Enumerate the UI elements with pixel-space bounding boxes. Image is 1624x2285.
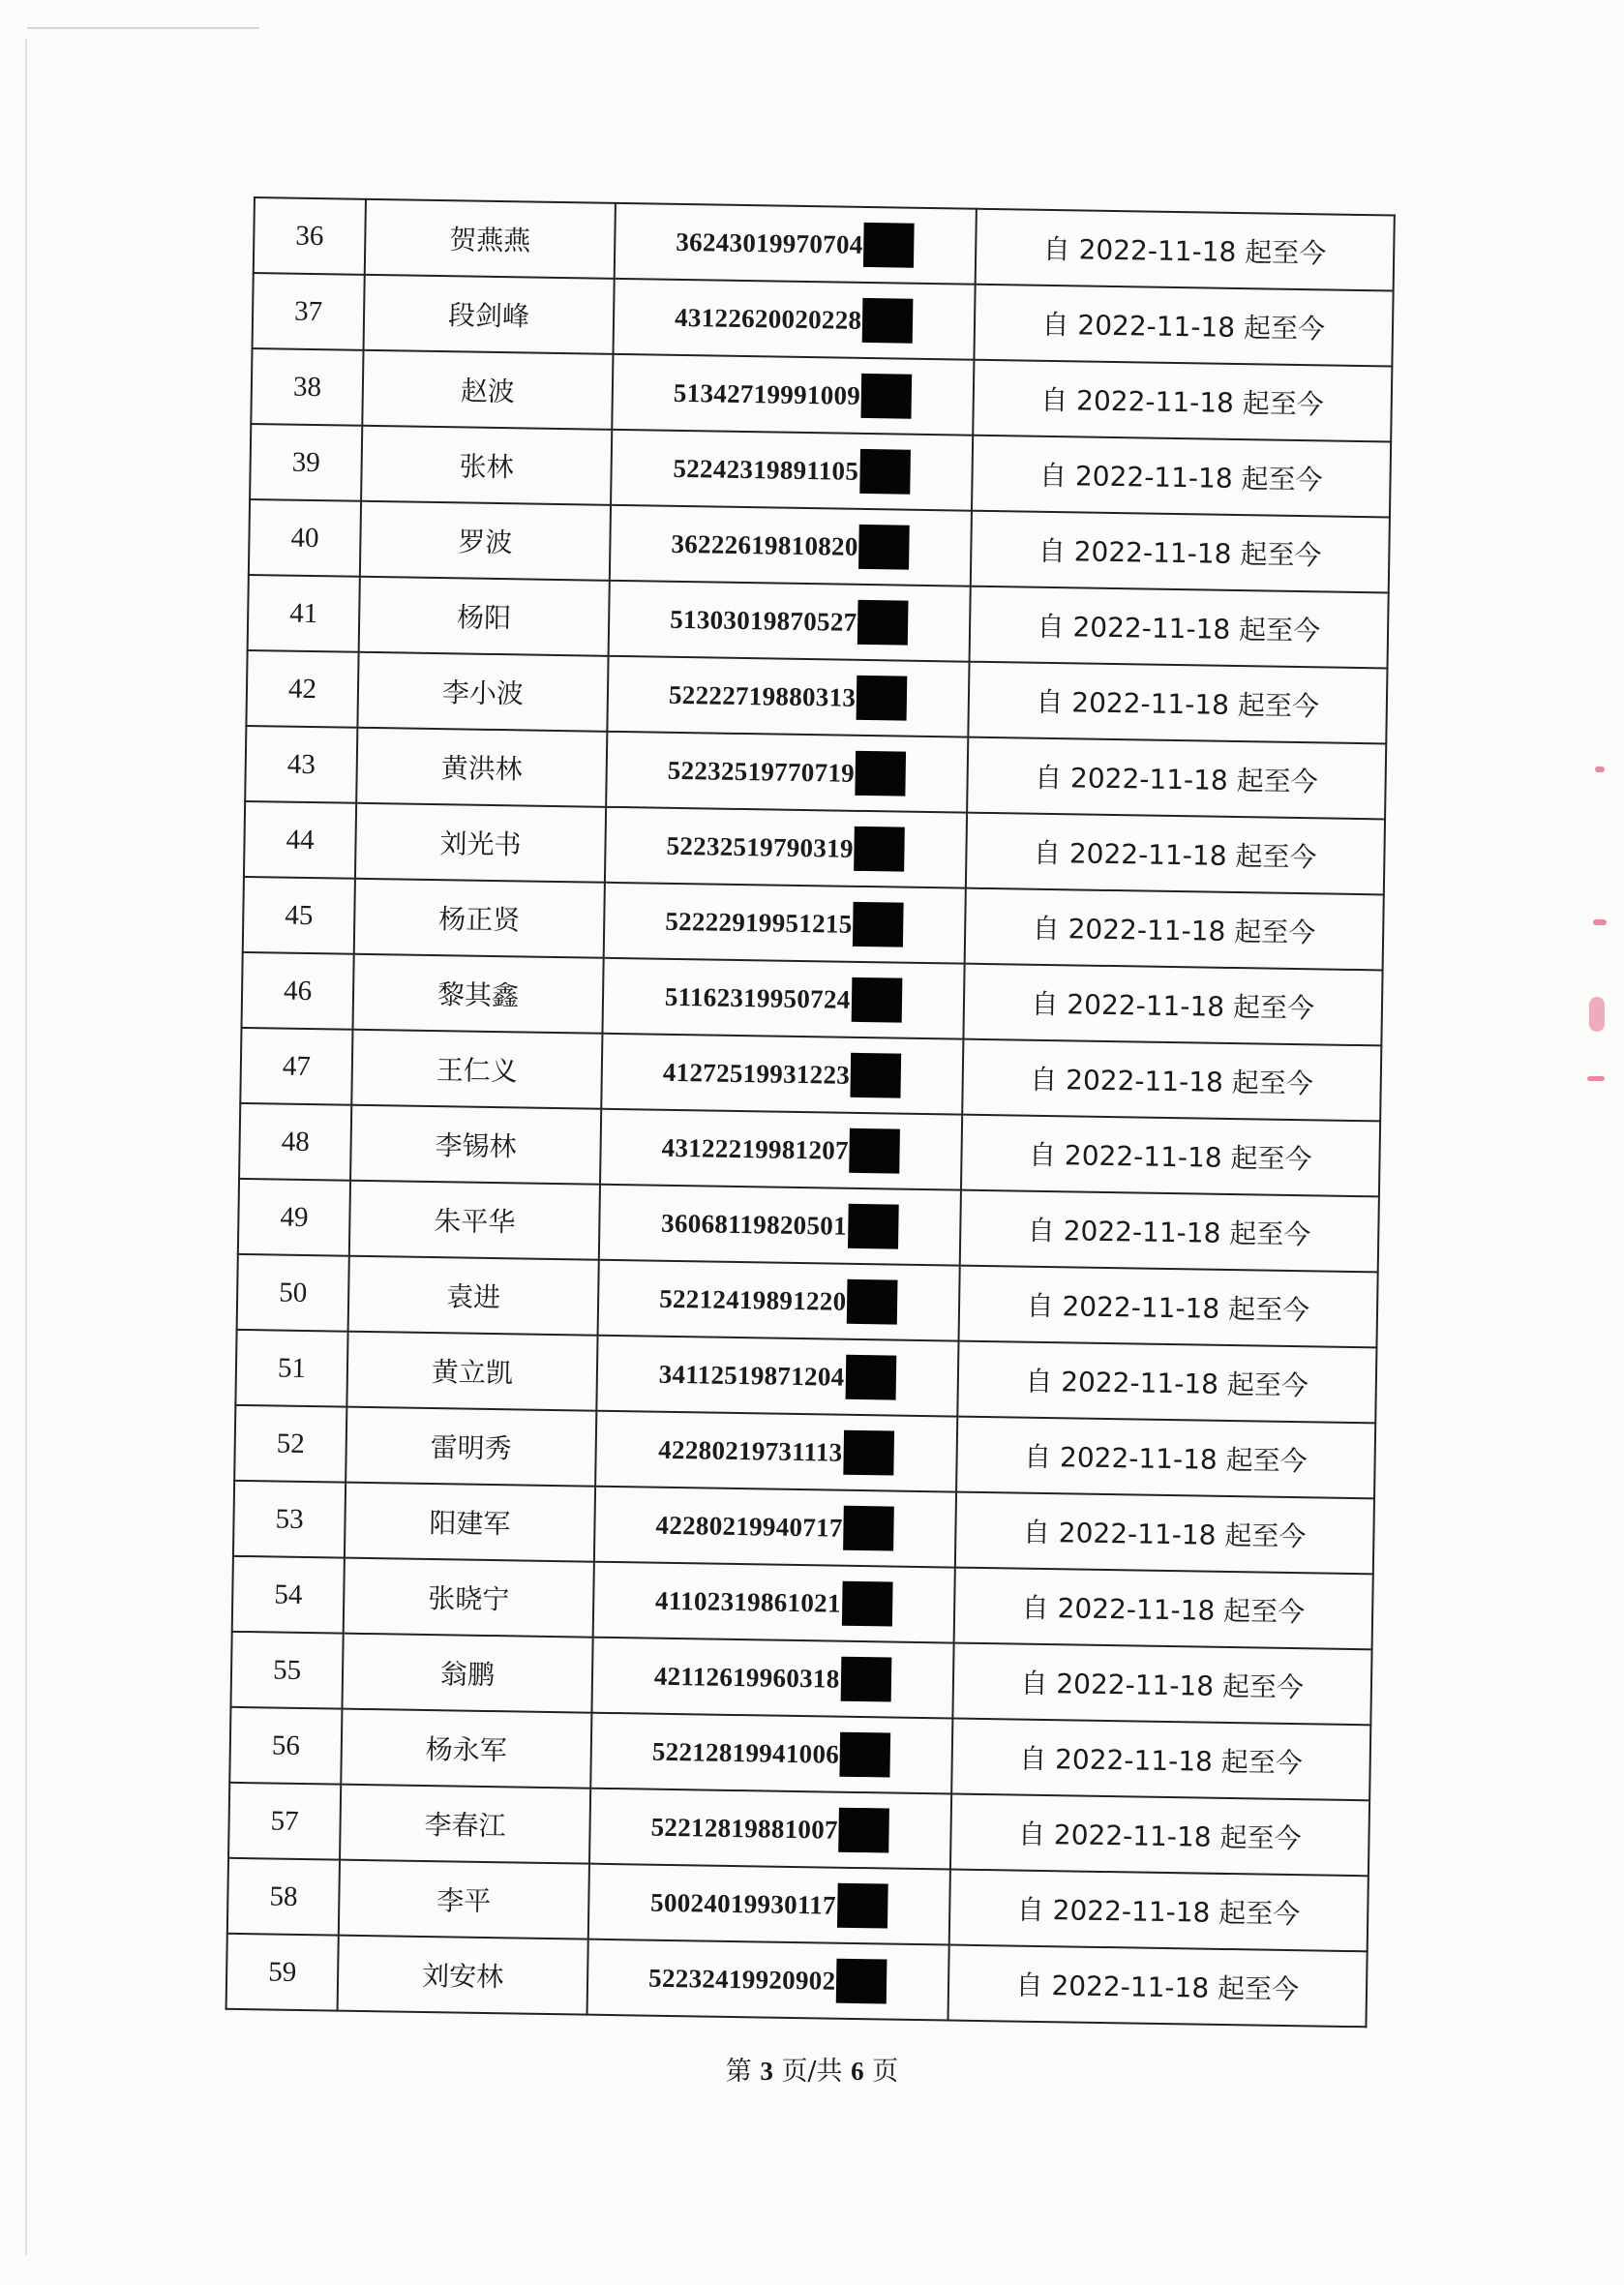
row-number-cell	[249, 499, 361, 577]
period-cell	[974, 285, 1394, 367]
id-number-cell	[615, 203, 977, 285]
redaction-block	[857, 600, 909, 646]
id-number-cell	[606, 732, 968, 813]
id-number-cell	[596, 1336, 958, 1417]
person-name: 杨阳	[456, 601, 512, 635]
id-number-cell	[595, 1411, 957, 1492]
row-number: 44	[286, 824, 315, 856]
period-text: 自 2022-11-18 起至今	[1033, 836, 1317, 874]
name-cell	[364, 275, 615, 354]
row-number-cell	[232, 1556, 345, 1634]
id-number-wrap	[666, 824, 905, 872]
row-number-cell	[235, 1330, 347, 1407]
id-number: 41272519931223	[662, 1057, 851, 1090]
person-name: 黄立凯	[431, 1356, 514, 1390]
total-pages-number: 6	[851, 2057, 864, 2086]
redaction-block	[843, 1506, 894, 1551]
stamp-fragment	[1595, 767, 1605, 772]
id-number-wrap	[674, 371, 913, 419]
redaction-block	[857, 676, 908, 721]
period-text: 自 2022-11-18 起至今	[1015, 1969, 1300, 2006]
period-cell	[958, 1266, 1378, 1348]
period-cell	[951, 1719, 1371, 1801]
row-number-cell	[243, 877, 355, 954]
id-number-cell	[603, 883, 965, 964]
name-cell	[358, 652, 609, 732]
redaction-block	[863, 223, 915, 268]
person-name: 黄洪林	[440, 752, 523, 786]
row-number-cell	[234, 1405, 346, 1483]
footer-prefix: 第	[725, 2057, 752, 2087]
id-number-cell	[592, 1562, 954, 1643]
id-number-wrap	[676, 220, 915, 268]
row-number: 56	[271, 1729, 301, 1761]
id-number: 42112619960318	[653, 1661, 840, 1694]
period-cell	[947, 1945, 1368, 2028]
id-number: 51303019870527	[670, 604, 857, 637]
period-cell	[968, 662, 1388, 744]
id-number-wrap	[670, 597, 909, 646]
name-cell	[339, 1860, 589, 1939]
id-number-cell	[594, 1487, 956, 1568]
person-name: 李锡林	[435, 1129, 517, 1163]
row-number-cell	[250, 424, 362, 501]
person-name: 刘安林	[421, 1959, 504, 1994]
period-text: 自 2022-11-18 起至今	[1038, 534, 1322, 572]
period-cell	[959, 1190, 1379, 1273]
person-name: 黎其鑫	[436, 978, 520, 1012]
id-number: 52222719880313	[668, 679, 857, 712]
footer-suffix: 页	[872, 2057, 899, 2087]
row-number: 36	[295, 220, 324, 252]
name-cell	[351, 1030, 602, 1109]
row-number: 41	[289, 597, 318, 629]
period-cell	[962, 1039, 1382, 1122]
redaction-block	[840, 1732, 891, 1778]
redaction-block	[837, 1883, 888, 1929]
id-number-wrap	[671, 522, 910, 570]
row-number: 49	[280, 1201, 309, 1233]
period-text: 自 2022-11-18 起至今	[1030, 1063, 1314, 1100]
id-number-cell	[610, 505, 972, 586]
id-number-wrap	[658, 1352, 895, 1400]
row-number: 57	[270, 1804, 299, 1837]
period-cell	[949, 1794, 1369, 1877]
person-name: 阳建军	[429, 1507, 511, 1541]
person-name: 张林	[459, 450, 514, 484]
id-number-wrap	[665, 975, 902, 1023]
name-cell	[347, 1332, 598, 1411]
period-text: 自 2022-11-18 起至今	[1027, 1214, 1311, 1251]
row-number: 37	[293, 295, 323, 327]
period-text: 自 2022-11-18 起至今	[1042, 232, 1327, 270]
name-cell	[338, 1936, 588, 2015]
period-text: 自 2022-11-18 起至今	[1016, 1893, 1301, 1931]
name-cell	[356, 728, 607, 807]
row-number-cell	[246, 650, 358, 728]
id-number-cell	[613, 279, 975, 360]
row-number: 53	[275, 1503, 304, 1535]
id-number-cell	[600, 1109, 962, 1190]
row-number: 38	[292, 371, 322, 403]
stamp-fragment	[1593, 919, 1607, 925]
row-number: 47	[282, 1050, 312, 1082]
id-number: 36243019970704	[676, 226, 863, 259]
stamp-fragment	[1589, 997, 1605, 1032]
row-number: 48	[281, 1126, 310, 1158]
id-number-wrap	[655, 1503, 894, 1551]
name-cell	[343, 1634, 593, 1713]
name-cell	[353, 954, 604, 1034]
id-number-wrap	[667, 748, 906, 797]
period-text: 自 2022-11-18 起至今	[1020, 1667, 1305, 1704]
id-number-cell	[590, 1713, 952, 1794]
row-number-cell	[240, 1028, 352, 1105]
id-number-cell	[612, 354, 974, 436]
period-text: 自 2022-11-18 起至今	[1036, 685, 1320, 723]
id-number-cell	[602, 958, 964, 1039]
name-cell	[361, 426, 612, 505]
row-number-cell	[245, 726, 357, 803]
roster-table-body	[226, 197, 1395, 2027]
name-cell	[350, 1105, 601, 1185]
person-name: 翁鹏	[439, 1658, 496, 1692]
redaction-block	[849, 1128, 900, 1174]
period-text: 自 2022-11-18 起至今	[1034, 761, 1318, 798]
id-number: 42280219940717	[655, 1510, 843, 1543]
id-number-wrap	[665, 899, 904, 947]
period-text: 自 2022-11-18 起至今	[1040, 383, 1325, 421]
id-number: 50024019930117	[649, 1887, 837, 1920]
person-name: 贺燕燕	[449, 224, 531, 257]
row-number: 55	[272, 1654, 302, 1686]
id-number: 52212819941006	[651, 1736, 840, 1769]
period-text: 自 2022-11-18 起至今	[1032, 912, 1316, 949]
id-number-cell	[589, 1789, 951, 1870]
person-name: 段剑峰	[447, 299, 530, 333]
redaction-block	[862, 298, 914, 344]
id-number-wrap	[650, 1805, 889, 1853]
id-number-wrap	[661, 1126, 900, 1174]
period-cell	[956, 1417, 1376, 1499]
period-text: 自 2022-11-18 起至今	[1041, 308, 1326, 346]
row-number-cell	[227, 1858, 340, 1936]
period-text: 自 2022-11-18 起至今	[1038, 459, 1323, 496]
redaction-block	[836, 1959, 887, 2004]
person-name: 李平	[436, 1884, 492, 1918]
period-cell	[973, 360, 1393, 442]
id-number-cell	[597, 1260, 959, 1341]
row-number: 54	[274, 1578, 303, 1610]
id-number-wrap	[669, 673, 908, 721]
name-cell	[355, 803, 606, 883]
redaction-block	[858, 525, 910, 570]
scan-edge-line	[25, 39, 27, 2255]
id-number-cell	[605, 807, 967, 888]
name-cell	[344, 1558, 594, 1638]
id-number-wrap	[673, 446, 910, 495]
row-number: 42	[287, 673, 317, 705]
person-name: 罗波	[458, 526, 513, 559]
id-number: 43122219981207	[661, 1132, 850, 1165]
period-text: 自 2022-11-18 起至今	[1037, 610, 1321, 647]
period-cell	[969, 586, 1389, 669]
redaction-block	[847, 1279, 898, 1325]
period-cell	[972, 436, 1392, 518]
row-number-cell	[248, 575, 360, 652]
id-number: 52212819881007	[650, 1812, 839, 1845]
id-number-cell	[586, 1939, 948, 2021]
id-number-wrap	[659, 1277, 898, 1325]
id-number-cell	[599, 1185, 961, 1266]
id-number-cell	[591, 1638, 953, 1719]
person-name: 张晓宁	[427, 1582, 510, 1616]
id-number: 36222619810820	[671, 528, 858, 561]
row-number-cell	[233, 1481, 346, 1558]
name-cell	[360, 501, 611, 581]
redaction-block	[853, 902, 904, 947]
name-cell	[365, 199, 616, 279]
id-number: 36068119820501	[660, 1208, 848, 1241]
person-name: 杨永军	[425, 1732, 508, 1767]
row-number-cell	[238, 1179, 350, 1256]
id-number-wrap	[650, 1880, 887, 1929]
page-footer	[0, 2050, 1624, 2088]
period-cell	[953, 1568, 1373, 1650]
id-number-wrap	[658, 1428, 894, 1476]
id-number: 34112519871204	[658, 1359, 845, 1392]
row-number-cell	[239, 1103, 351, 1181]
id-number-wrap	[663, 1050, 902, 1098]
person-name: 赵波	[460, 375, 516, 408]
row-number-cell	[254, 197, 366, 275]
row-number: 40	[290, 522, 319, 554]
period-cell	[970, 511, 1390, 593]
person-name: 杨正贤	[438, 903, 521, 937]
row-number-cell	[251, 348, 363, 426]
row-number-cell	[230, 1632, 343, 1709]
person-name: 朱平华	[434, 1205, 516, 1239]
period-text: 自 2022-11-18 起至今	[1023, 1440, 1308, 1478]
stamp-fragment	[1587, 1076, 1605, 1081]
current-page-number: 3	[760, 2057, 773, 2086]
period-cell	[960, 1115, 1380, 1197]
row-number: 59	[268, 1955, 297, 1988]
period-cell	[967, 737, 1387, 820]
redaction-block	[851, 1053, 902, 1098]
redaction-block	[840, 1657, 891, 1702]
name-cell	[340, 1785, 590, 1864]
redaction-block	[838, 1808, 889, 1853]
id-number: 51342719991009	[673, 377, 861, 410]
period-text: 自 2022-11-18 起至今	[1025, 1365, 1309, 1402]
period-cell	[965, 813, 1385, 895]
name-cell	[345, 1483, 595, 1562]
period-text: 自 2022-11-18 起至今	[1018, 1742, 1303, 1780]
name-cell	[362, 350, 613, 430]
row-number: 43	[286, 748, 316, 780]
row-number-cell	[226, 1934, 339, 2011]
row-number: 58	[269, 1879, 298, 1912]
id-number-wrap	[655, 1578, 892, 1627]
id-number: 52212419891220	[659, 1283, 847, 1316]
person-name: 雷明秀	[430, 1431, 512, 1465]
id-number: 51162319950724	[664, 981, 851, 1014]
id-number-wrap	[652, 1729, 891, 1778]
id-number-cell	[601, 1034, 963, 1115]
redaction-block	[845, 1355, 896, 1400]
redaction-block	[859, 449, 911, 495]
period-text: 自 2022-11-18 起至今	[1017, 1818, 1302, 1855]
person-name: 王仁义	[436, 1054, 519, 1088]
person-name: 刘光书	[439, 827, 522, 861]
period-cell	[948, 1870, 1368, 1952]
redaction-block	[841, 1581, 892, 1627]
id-number-wrap	[675, 295, 914, 344]
name-cell	[348, 1256, 599, 1336]
person-name: 袁进	[445, 1280, 501, 1314]
row-number: 50	[279, 1277, 308, 1308]
scan-edge-line	[27, 27, 259, 29]
id-number: 43122620020228	[674, 302, 862, 335]
roster-table	[226, 196, 1396, 2028]
period-text: 自 2022-11-18 起至今	[1028, 1138, 1312, 1176]
footer-middle: 页/共	[781, 2057, 843, 2087]
redaction-block	[856, 751, 907, 797]
row-number-cell	[244, 801, 356, 879]
id-number: 42280219731113	[658, 1434, 843, 1467]
id-number: 52242319891105	[673, 453, 859, 486]
id-number-wrap	[648, 1956, 887, 2004]
id-number-cell	[608, 581, 970, 662]
row-number-cell	[237, 1254, 349, 1332]
id-number: 52222919951215	[665, 906, 853, 939]
row-number-cell	[228, 1783, 341, 1860]
id-number: 41102319861021	[654, 1585, 842, 1618]
period-cell	[963, 964, 1383, 1046]
id-number-wrap	[661, 1201, 898, 1249]
period-cell	[964, 888, 1384, 971]
redaction-block	[848, 1204, 899, 1249]
row-number: 39	[291, 446, 321, 478]
name-cell	[354, 879, 605, 958]
period-cell	[957, 1341, 1377, 1424]
redaction-block	[861, 374, 913, 419]
name-cell	[341, 1709, 591, 1789]
person-name: 李小波	[441, 676, 525, 710]
id-number: 52232419920902	[647, 1963, 836, 1996]
name-cell	[346, 1407, 596, 1487]
id-number-wrap	[653, 1654, 890, 1702]
id-number-cell	[588, 1864, 950, 1945]
roster-table-container	[226, 196, 1396, 2028]
row-number-cell	[242, 952, 354, 1030]
name-cell	[359, 577, 610, 656]
id-number-cell	[611, 430, 973, 511]
row-number-cell	[253, 273, 365, 350]
row-number: 52	[276, 1428, 306, 1459]
person-name: 李春江	[424, 1808, 506, 1843]
period-text: 自 2022-11-18 起至今	[1031, 987, 1315, 1025]
period-cell	[954, 1492, 1374, 1575]
redaction-block	[843, 1430, 894, 1476]
row-number-cell	[229, 1707, 342, 1785]
period-text: 自 2022-11-18 起至今	[1022, 1516, 1307, 1553]
redaction-block	[851, 977, 902, 1023]
period-cell	[952, 1643, 1372, 1726]
id-number: 52232519790319	[666, 830, 855, 863]
id-number: 52232519770719	[667, 755, 856, 788]
row-number: 46	[283, 975, 313, 1007]
period-text: 自 2022-11-18 起至今	[1026, 1289, 1310, 1327]
row-number: 51	[277, 1352, 307, 1384]
id-number-cell	[607, 656, 969, 737]
period-text: 自 2022-11-18 起至今	[1021, 1591, 1306, 1629]
name-cell	[349, 1181, 600, 1260]
redaction-block	[854, 827, 905, 872]
period-cell	[975, 209, 1395, 291]
row-number: 45	[285, 899, 314, 931]
